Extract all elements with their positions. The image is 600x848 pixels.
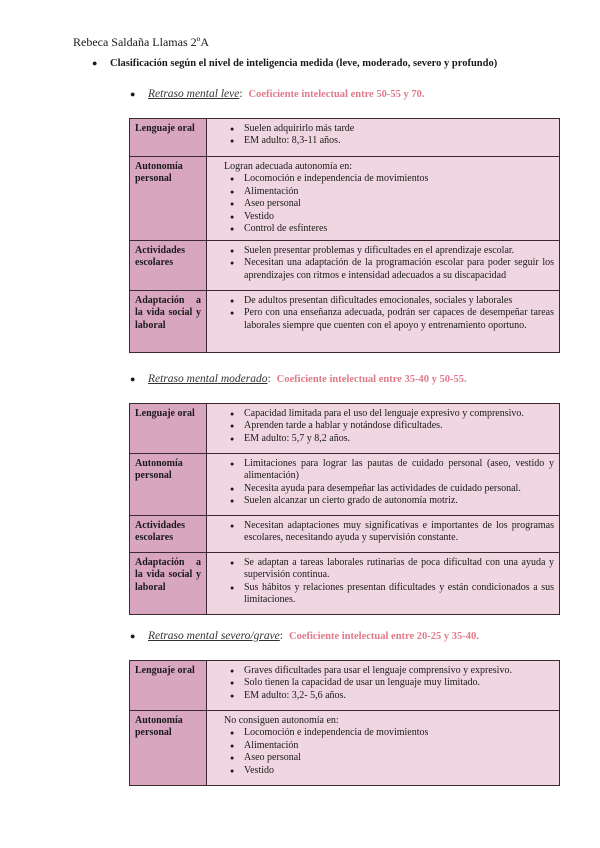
table-row — [130, 661, 560, 711]
main-point — [92, 58, 497, 69]
row-content — [207, 661, 560, 711]
bullet-icon: ● — [92, 58, 98, 68]
bullet-icon: ● — [130, 89, 136, 99]
table-retraso-moderado — [129, 403, 560, 615]
row-content — [207, 711, 560, 786]
row-label: Adaptación a la vida social y laboral — [130, 291, 207, 353]
section-title: Retraso mental moderado — [148, 373, 268, 385]
table-row — [130, 454, 560, 516]
row-label: Autonomía personal — [130, 711, 207, 786]
row-label: Autonomía personal — [130, 157, 207, 241]
table-retraso-leve — [129, 118, 560, 353]
section-title: Retraso mental leve — [148, 88, 240, 100]
list-item: ● Alimentación — [221, 186, 554, 198]
main-point-text: Clasificación según el nivel de inteligencia medida (leve, moderado, severo y profundo) — [110, 58, 498, 69]
list-item: ● Limitaciones para lograr las pautas de cuidado personal (aseo, vestido y alimentación) — [221, 458, 554, 483]
table-row — [130, 711, 560, 786]
list-item: ● Alimentación — [221, 740, 554, 752]
list-item: ● Pero con una enseñanza adecuada, podrán ser capaces de desempeñar tareas laborales siempre que cuenten con el apoyo y entrenamiento oportuno. — [221, 307, 554, 332]
list-item: ● Se adaptan a tareas laborales rutinarias de poca dificultad con una ayuda y supervisión continua. — [221, 557, 554, 582]
list-item: ● Necesitan una adaptación de la programación escolar para poder seguir los aprendizajes con ritmos e intensidad adecuados a su discapacidad — [221, 257, 554, 282]
bullet-icon: ● — [130, 374, 136, 384]
row-content — [207, 119, 560, 157]
list-item: ● EM adulto: 8,3-11 años. — [221, 135, 554, 147]
list-item: ● Capacidad limitada para el uso del lenguaje expresivo y comprensivo. — [221, 408, 554, 420]
list-item: ● Vestido — [221, 211, 554, 223]
table-retraso-severo — [129, 660, 560, 786]
section-coefficient: Coeficiente intelectual entre 20-25 y 35-40. — [289, 631, 479, 642]
list-item: ● EM adulto: 3,2- 5,6 años. — [221, 690, 554, 702]
row-label: Actividades escolares — [130, 516, 207, 553]
row-content — [207, 157, 560, 241]
row-label: Adaptación a la vida social y laboral — [130, 553, 207, 615]
row-content — [207, 516, 560, 553]
table-row — [130, 404, 560, 454]
bullet-icon: ● — [130, 631, 136, 641]
list-item: ● Suelen adquirirlo más tarde — [221, 123, 554, 135]
row-content — [207, 404, 560, 454]
row-label: Actividades escolares — [130, 241, 207, 291]
list-item: ● Sus hábitos y relaciones presentan dificultades y están condicionados a sus limitaciones. — [221, 582, 554, 607]
list-item: ● EM adulto: 5,7 y 8,2 años. — [221, 433, 554, 445]
list-item: ● Necesita ayuda para desempeñar las actividades de cuidado personal. — [221, 483, 554, 495]
section-heading-moderado — [130, 373, 467, 385]
section-colon: : — [279, 630, 283, 642]
list-item: ● Graves dificultades para usar el lenguaje comprensivo y expresivo. — [221, 665, 554, 677]
list-item: ● Locomoción e independencia de movimientos — [221, 173, 554, 185]
list-item: ● Control de esfínteres — [221, 223, 554, 235]
table-row — [130, 119, 560, 157]
row-intro: Logran adecuada autonomía en: — [224, 161, 352, 172]
row-content — [207, 454, 560, 516]
list-item: ● Suelen presentar problemas y dificultades en el aprendizaje escolar. — [221, 245, 554, 257]
list-item: ● Suelen alcanzar un cierto grado de autonomía motriz. — [221, 495, 554, 507]
table-row — [130, 241, 560, 291]
section-coefficient: Coeficiente intelectual entre 50-55 y 70. — [248, 89, 425, 100]
row-content — [207, 291, 560, 353]
row-intro: No consiguen autonomía en: — [224, 715, 339, 726]
list-item: ● Aseo personal — [221, 198, 554, 210]
section-coefficient: Coeficiente intelectual entre 35-40 y 50-55. — [276, 374, 467, 385]
row-label: Lenguaje oral — [130, 661, 207, 711]
table-row — [130, 516, 560, 553]
row-label: Lenguaje oral — [130, 119, 207, 157]
row-content — [207, 553, 560, 615]
section-colon: : — [239, 88, 243, 100]
list-item: ● Aprenden tarde a hablar y notándose dificultades. — [221, 420, 554, 432]
list-item: ● Necesitan adaptaciones muy significativas e importantes de los programas escolares, necesitando ayuda y supervisión constante. — [221, 520, 554, 545]
row-label: Autonomía personal — [130, 454, 207, 516]
table-row — [130, 291, 560, 353]
section-colon: : — [267, 373, 271, 385]
table-row — [130, 553, 560, 615]
table-row — [130, 157, 560, 241]
list-item: ● Locomoción e independencia de movimientos — [221, 727, 554, 739]
section-heading-leve — [130, 88, 424, 100]
row-label: Lenguaje oral — [130, 404, 207, 454]
section-title: Retraso mental severo/grave — [148, 630, 280, 642]
list-item: ● Solo tienen la capacidad de usar un lenguaje muy limitado. — [221, 677, 554, 689]
row-content — [207, 241, 560, 291]
list-item: ● Vestido — [221, 765, 554, 777]
list-item: ● De adultos presentan dificultades emocionales, sociales y laborales — [221, 295, 554, 307]
author-name: Rebeca Saldaña Llamas 2ºA — [73, 35, 210, 49]
list-item: ● Aseo personal — [221, 752, 554, 764]
section-heading-severo — [130, 630, 479, 642]
